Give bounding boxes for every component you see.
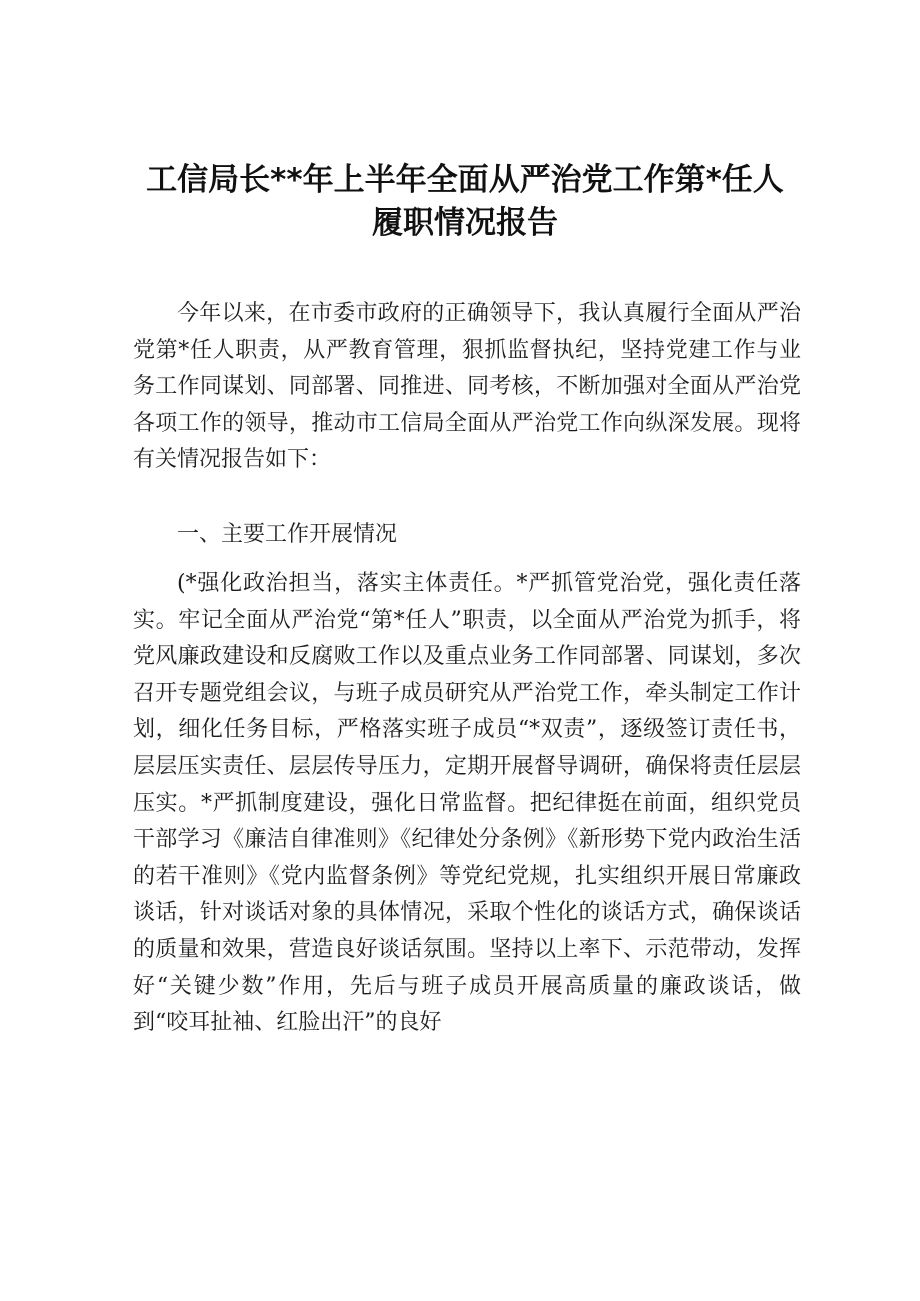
- intro-paragraph: 今年以来，在市委市政府的正确领导下，我认真履行全面从严治党第*任人职责，从严教育管理，狠抓监督执纪，坚持党建工作与业务工作同谋划、同部署、同推进、同考核，不断加强对全面从严治党各项工作的领导，推动市工信局全面从严治党工作向纵深发展。现将有关情况报告如下：: [133, 301, 801, 473]
- section-paragraph: (*强化政治担当，落实主体责任。*严抓管党治党，强化责任落实。牢记全面从严治党“第*任人”职责，以全面从严治党为抓手，将党风廉政建设和反腐败工作以及重点业务工作同部署、同谋划，多次召开专题党组会议，与班子成员研究从严治党工作，牵头制定工作计划，细化任务目标，严格落实班子成员“*双责”，逐级签订责任书，层层压实责任、层层传导压力，定期开展督导调研，确保将责任层层压实。*严抓制度建设，强化日常监督。把纪律挺在前面，组织党员干部学习《廉洁自律准则》《纪律处分条例》《新形势下党内政治生活的若干准则》《党内监督条例》等党纪党规，扎实组织开展日常廉政谈话，针对谈话对象的具体情况，采取个性化的谈话方式，确保谈话的质量和效果，营造良好谈话氛围。坚持以上率下、示范带动，发挥好“关键少数”作用，先后与班子成员开展高质量的廉政谈话，做到“咬耳扯袖、红脸出汗”的良好: [133, 571, 801, 1036]
- document-title-line-2: 履职情况报告: [372, 205, 558, 241]
- document-title-line-1: 工信局长**年上半年全面从严治党工作第*任人: [146, 162, 784, 198]
- section-heading: 一、主要工作开展情况: [177, 522, 398, 547]
